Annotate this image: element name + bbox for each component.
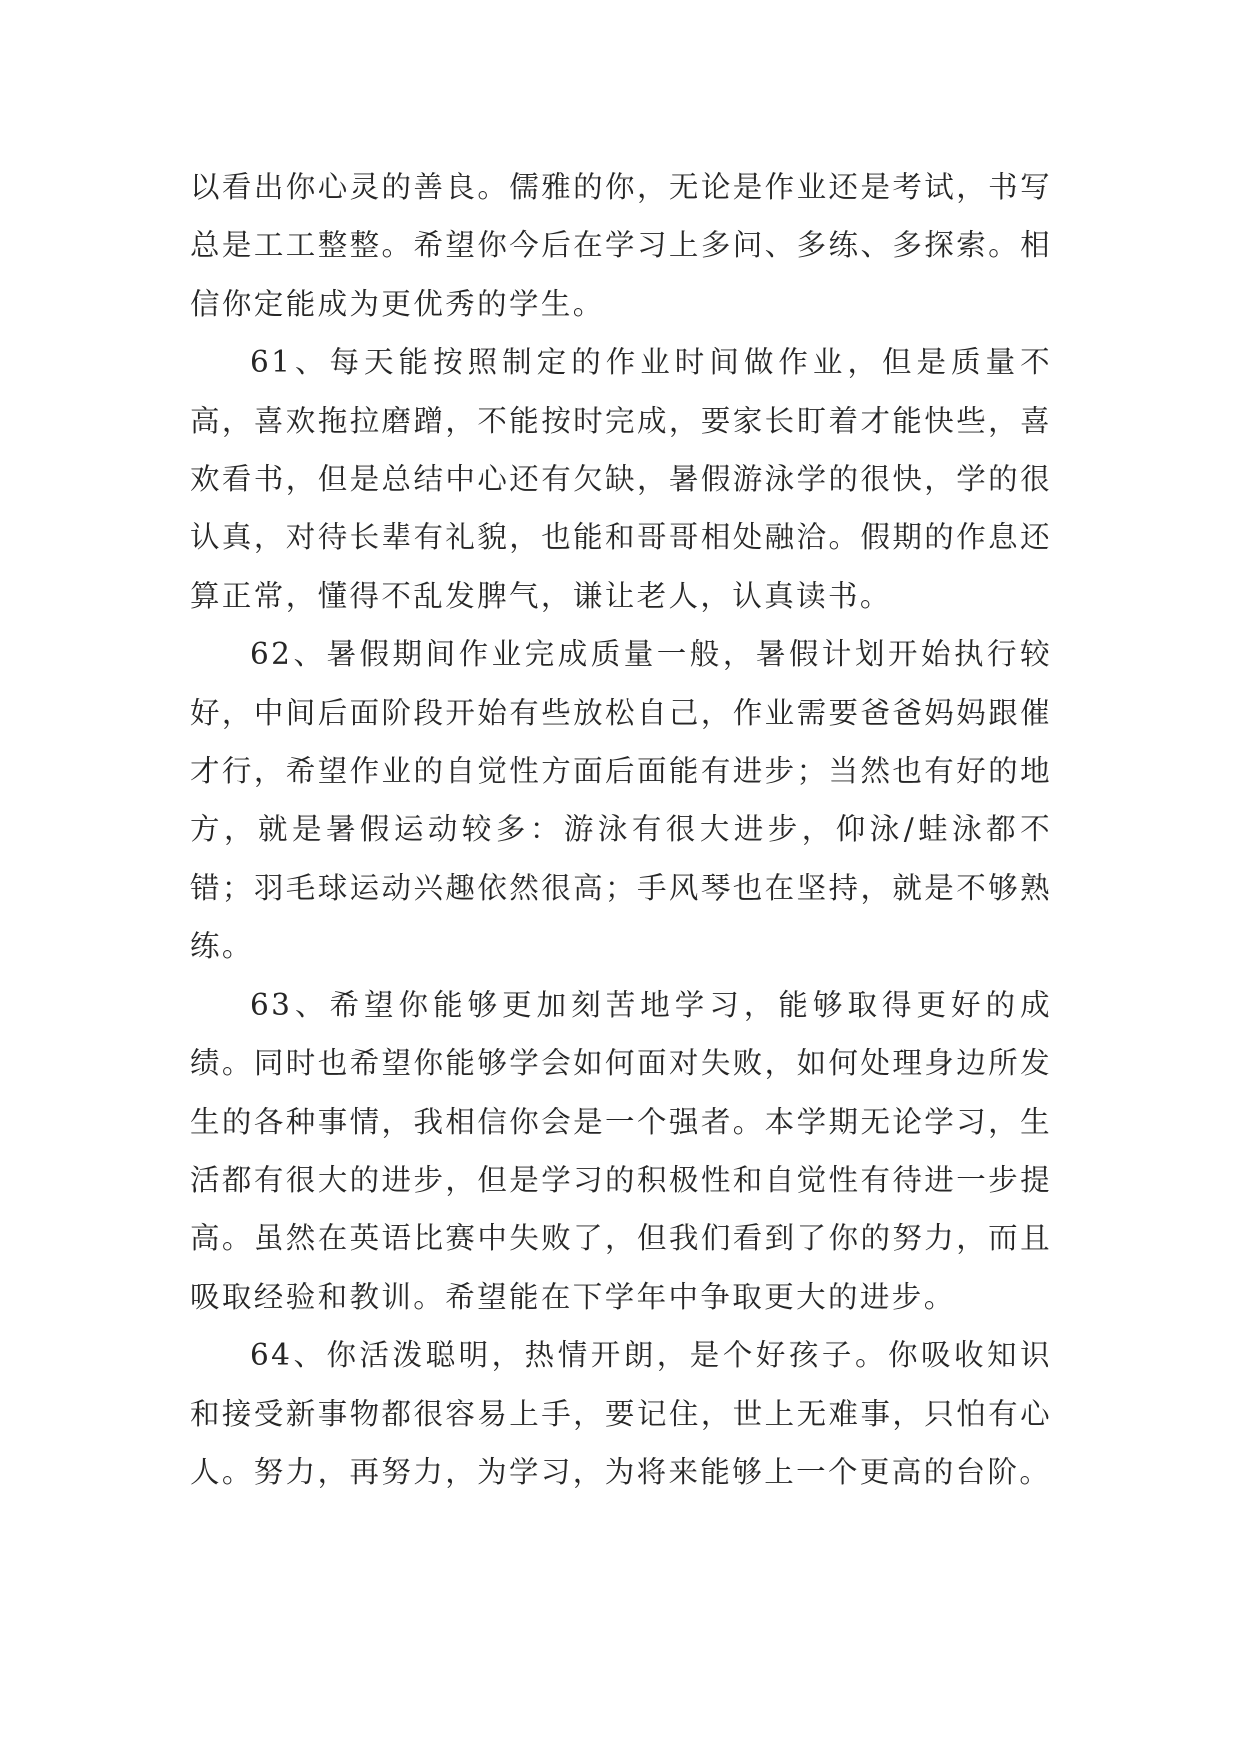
paragraph-item-63: 63、希望你能够更加刻苦地学习，能够取得更好的成绩。同时也希望你能够学会如何面对失败，如何处理身边所发生的各种事情，我相信你会是一个强者。本学期无论学习，生活都有很大的进步，但是学习的积极性和自觉性有待进一步提高。虽然在英语比赛中失败了，但我们看到了你的努力，而且吸取经验和教训。希望能在下学年中争取更大的进步。 [190,987,1052,1314]
paragraph-continuation: 以看出你心灵的善良。儒雅的你，无论是作业还是考试，书写总是工工整整。希望你今后在学习上多问、多练、多探索。相信你定能成为更优秀的学生。 [190,170,1052,321]
document-body [190,158,1052,1501]
paragraph-item-61: 61、每天能按照制定的作业时间做作业，但是质量不高，喜欢拖拉磨蹭，不能按时完成，要家长盯着才能快些，喜欢看书，但是总结中心还有欠缺，暑假游泳学的很快，学的很认真，对待长辈有礼貌，也能和哥哥相处融洽。假期的作息还算正常，懂得不乱发脾气，谦让老人，认真读书。 [190,345,1052,613]
paragraph-item-62: 62、暑假期间作业完成质量一般，暑假计划开始执行较好，中间后面阶段开始有些放松自己，作业需要爸爸妈妈跟催才行，希望作业的自觉性方面后面能有进步；当然也有好的地方，就是暑假运动较多：游泳有很大进步，仰泳/蛙泳都不错；羽毛球运动兴趣依然很高；手风琴也在坚持，就是不够熟练。 [190,637,1052,964]
paragraph-item-64: 64、你活泼聪明，热情开朗，是个好孩子。你吸收知识和接受新事物都很容易上手，要记住，世上无难事，只怕有心人。努力，再努力，为学习，为将来能够上一个更高的台阶。 [190,1338,1052,1489]
